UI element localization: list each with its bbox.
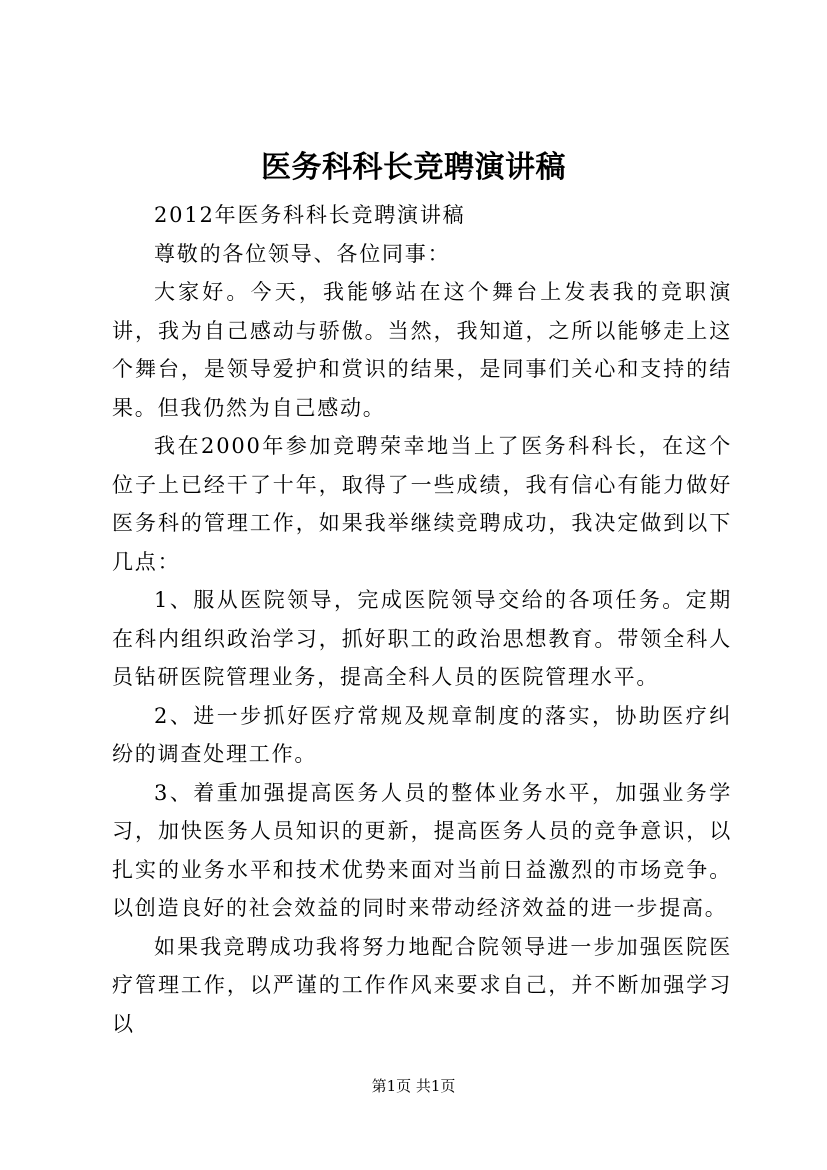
document-title: 医务科科长竞聘演讲稿 [261,150,566,185]
paragraph-background: 我在2000年参加竞聘荣幸地当上了医务科科长，在这个位子上已经干了十年，取得了一些成绩，我有信心有能力做好医务科的管理工作，如果我举继续竞聘成功，我决定做到以下几点： [112,434,732,574]
paragraph-greeting: 大家好。今天，我能够站在这个舞台上发表我的竞职演讲，我为自己感动与骄傲。当然，我知道，之所以能够走上这个舞台，是领导爱护和赏识的结果，是同事们关心和支持的结果。但我仍然为自己感动。 [112,280,732,420]
paragraph-subtitle: 2012年医务科科长竞聘演讲稿 [154,203,466,227]
page-footer: 第1页 共1页 [371,1077,456,1095]
document-body [112,196,732,1043]
paragraph-point-1: 1、服从医院领导，完成医院领导交给的各项任务。定期在科内组织政治学习，抓好职工的政治思想教育。带领全科人员钻研医院管理业务，提高全科人员的医院管理水平。 [112,588,732,689]
paragraph-closing: 如果我竞聘成功我将努力地配合院领导进一步加强医院医疗管理工作，以严谨的工作作风来要求自己，并不断加强学习以 [112,934,732,1036]
paragraph-point-3: 3、着重加强提高医务人员的整体业务水平，加强业务学习，加快医务人员知识的更新，提高医务人员的竞争意识，以扎实的业务水平和技术优势来面对当前日益激烈的市场竞争。以创造良好的社会效益的同时来带动经济效益的进一步提高。 [112,780,732,920]
paragraph-point-2: 2、进一步抓好医疗常规及规章制度的落实，协助医疗纠纷的调查处理工作。 [112,703,732,766]
paragraph-salutation: 尊敬的各位领导、各位同事： [154,241,451,266]
